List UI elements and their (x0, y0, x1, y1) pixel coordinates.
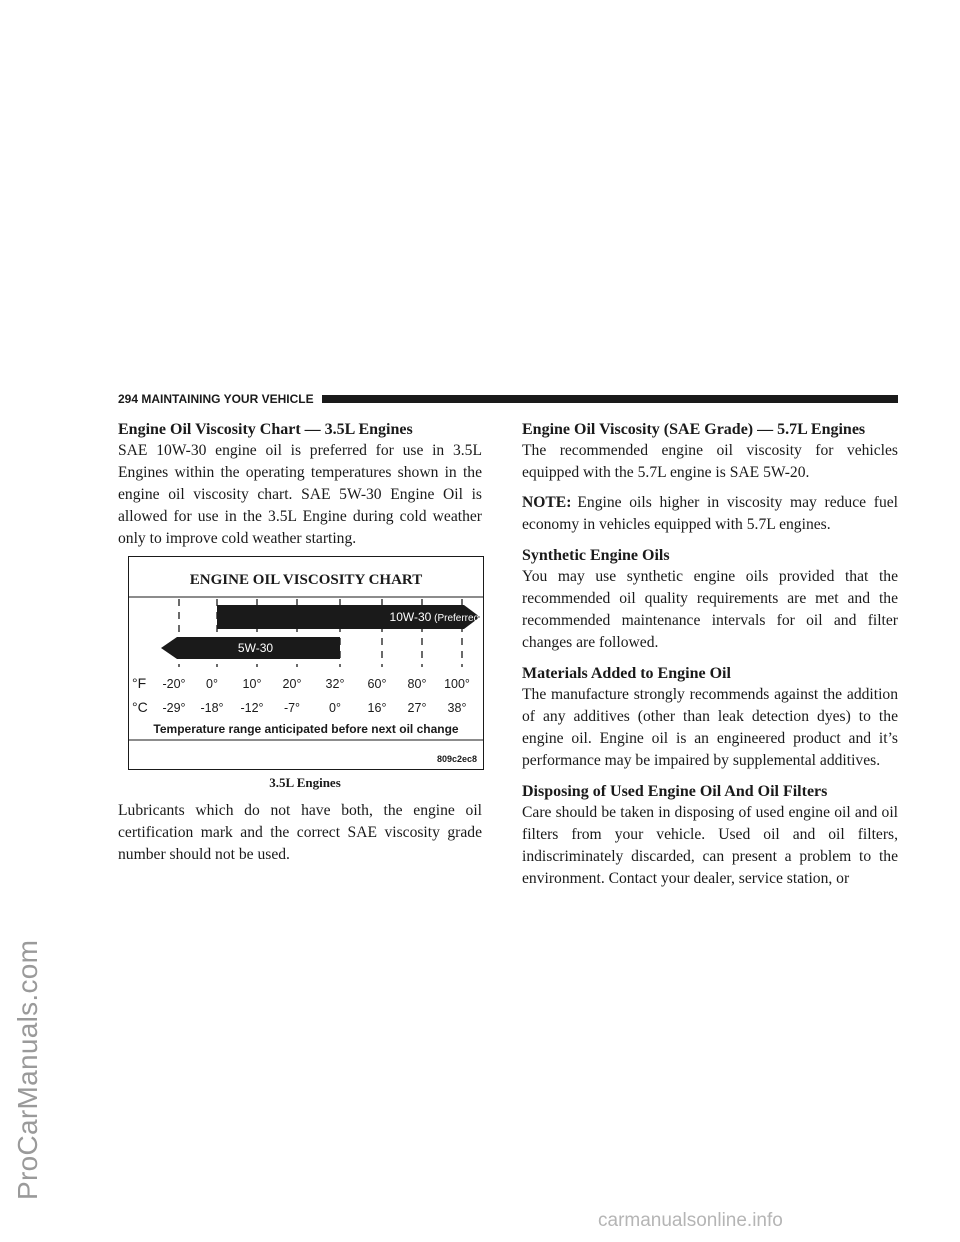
celsius-tick-label: -29° (162, 701, 186, 715)
section-title: MAINTAINING YOUR VEHICLE (141, 392, 314, 406)
celsius-tick-label: 27° (407, 701, 427, 715)
side-watermark (4, 510, 44, 1210)
left-column (118, 420, 482, 866)
section-5-7l-viscosity (522, 420, 898, 536)
page-number: 294 (118, 392, 139, 406)
running-head-text (118, 392, 322, 406)
bar-label-5w-30: 5W-30 (237, 641, 274, 655)
heading-oil-viscosity-chart: Engine Oil Viscosity Chart — 3.5L Engines (118, 421, 413, 438)
fahrenheit-unit-label: °F (132, 675, 147, 691)
viscosity-chart-figure (128, 556, 484, 770)
heading-materials-added: Materials Added to Engine Oil (522, 665, 731, 682)
section-synthetic-oils (522, 546, 898, 654)
celsius-tick-label: 16° (367, 701, 387, 715)
section-disposing-oil (522, 782, 898, 890)
fahrenheit-tick-label: 0° (206, 677, 218, 691)
celsius-tick-label: -18° (200, 701, 224, 715)
section-materials-added (522, 664, 898, 772)
bar-label-suffix: (Preferred) (431, 613, 483, 624)
bottom-watermark: carmanualsonline.info (598, 1210, 783, 1231)
celsius-tick-label: -7° (283, 701, 301, 715)
bar-label-10w-30: 10W-30 (Preferred) (389, 610, 483, 624)
paragraph-synthetic-oils: You may use synthetic engine oils provided that the recommended oil quality requirements are met and the recommended maintenance intervals for oil and filter changes are followed. (522, 568, 898, 651)
right-column (522, 420, 898, 890)
fahrenheit-tick-label: 32° (325, 677, 345, 691)
paragraph-disposing-oil: Care should be taken in disposing of used engine oil and oil filters from your vehicle. Used oil and oil filters, indiscriminately discarded, can present a problem to the environment. Contact your dealer, service station, or (522, 804, 898, 887)
viscosity-chart (129, 557, 483, 769)
fahrenheit-tick-label: 20° (282, 677, 302, 691)
figure-caption: 3.5L Engines (269, 775, 341, 790)
fahrenheit-tick-label: 100° (444, 677, 470, 691)
celsius-unit-label: °C (132, 699, 148, 715)
heading-5-7l-viscosity: Engine Oil Viscosity (SAE Grade) — 5.7L Engines (522, 421, 866, 438)
celsius-tick-label: 0° (329, 701, 341, 715)
figure-id: 809c2ec8 (436, 754, 477, 764)
running-head-rule (322, 395, 898, 403)
fahrenheit-tick-label: 60° (367, 677, 387, 691)
fahrenheit-tick-label: 80° (407, 677, 427, 691)
paragraph-materials-added: The manufacture strongly recommends against the addition of any additives (other than leak detection dyes) to the engine oil. Engine oil is an engineered product and it’s performance may be impaired by supplemental additives. (522, 686, 898, 769)
fahrenheit-tick-label: 10° (242, 677, 262, 691)
note-text: Engine oils higher in viscosity may reduce fuel economy in vehicles equipped with 5.7L engines. (522, 494, 898, 533)
paragraph-3-5l-oil: SAE 10W-30 engine oil is preferred for use in 3.5L Engines within the operating temperatures shown in the engine oil viscosity chart. SAE 5W-30 Engine Oil is allowed for use in the 3.5L Engine during cold weather only to improve cold weather starting. (118, 442, 482, 547)
celsius-tick-label: 38° (447, 701, 467, 715)
paragraph-lubricants: Lubricants which do not have both, the engine oil certification mark and the correct SAE viscosity grade number should not be used. (118, 802, 482, 863)
celsius-tick-label: -12° (240, 701, 264, 715)
paragraph-5-7l-viscosity: The recommended engine oil viscosity for vehicles equipped with the 5.7L engine is SAE 5W-20. (522, 442, 898, 481)
fahrenheit-tick-label: -20° (162, 677, 186, 691)
heading-synthetic-oils: Synthetic Engine Oils (522, 547, 670, 564)
side-watermark-text: ProCarManuals.com (12, 939, 43, 1200)
note-label: NOTE: (522, 494, 572, 511)
x-axis-label: Temperature range anticipated before next oil change (153, 722, 459, 736)
chart-title: ENGINE OIL VISCOSITY CHART (189, 572, 423, 588)
running-head (118, 390, 898, 408)
heading-disposing-oil: Disposing of Used Engine Oil And Oil Filters (522, 783, 828, 800)
note-paragraph (522, 492, 898, 536)
